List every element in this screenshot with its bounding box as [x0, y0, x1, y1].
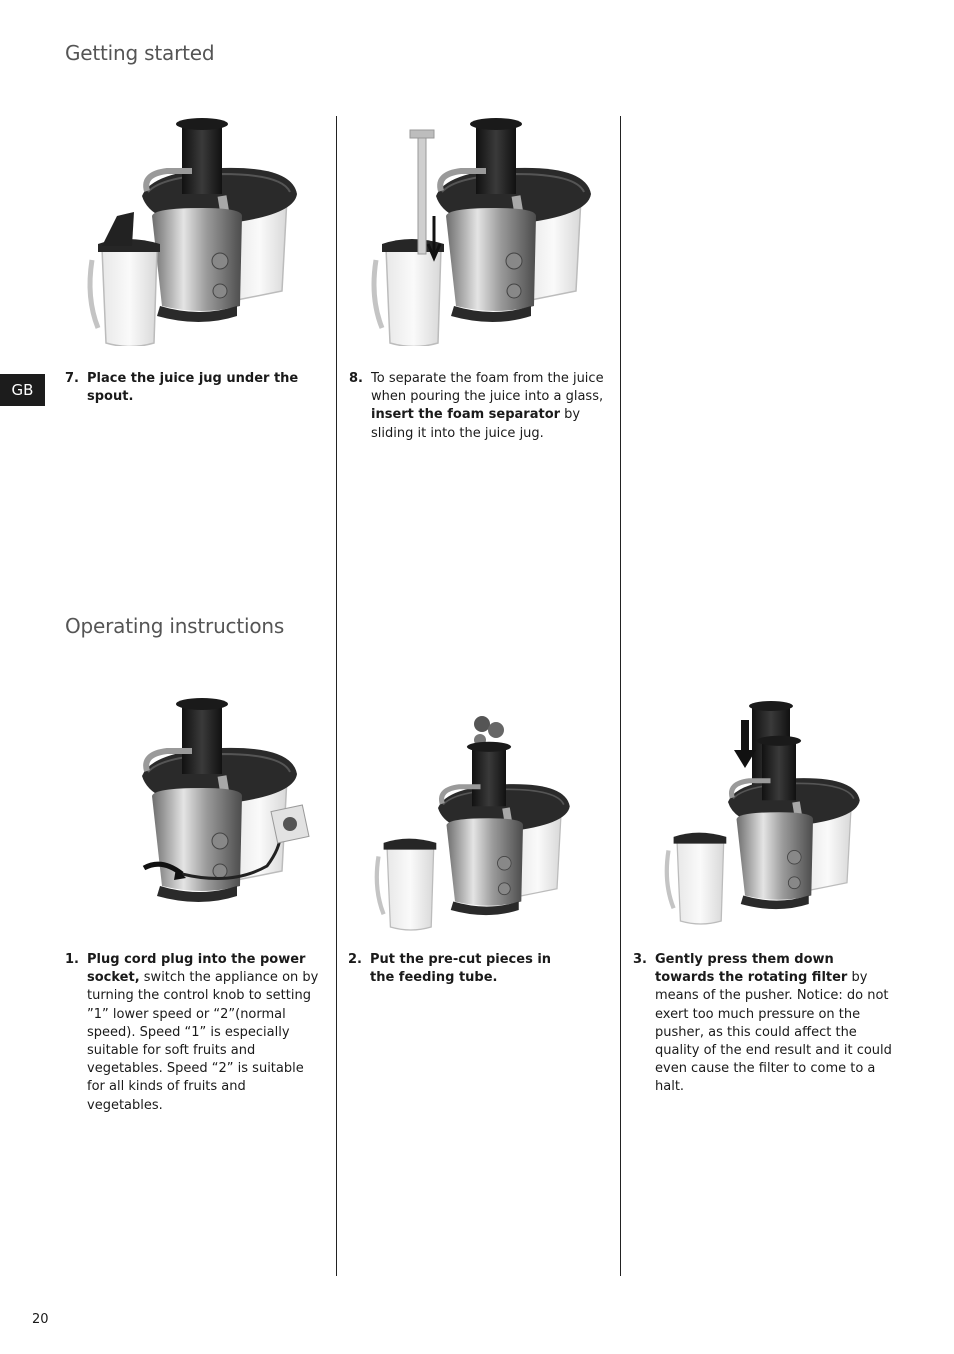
- step-bold-text: Plug cord plug into the power socket,: [87, 952, 306, 986]
- juicer-with-jug-illustration: [82, 116, 312, 346]
- step-2: [348, 951, 570, 987]
- step-text: To separate the foam from the juice when pouring the juice into a glass,: [371, 371, 604, 405]
- step-text: by means of the pusher. Notice: do not exert too much pressure on the pusher, as this could affect the quality of the end result and it could even cause the filter to come to a halt.: [655, 970, 892, 1095]
- step-number: 2.: [348, 952, 362, 967]
- step-7: [65, 370, 330, 406]
- step-number: 1.: [65, 952, 79, 967]
- press-pusher-illustration: [660, 700, 890, 930]
- step-bold-text: insert the foam separator: [371, 407, 561, 423]
- column-divider-left: [336, 116, 337, 1276]
- step-text: by sliding it into the juice jug.: [371, 407, 581, 441]
- step-3: [633, 951, 895, 1097]
- column-divider-right: [620, 116, 621, 1276]
- step-number: 7.: [65, 371, 79, 386]
- step-1: [65, 951, 321, 1115]
- step-number: 3.: [633, 952, 647, 967]
- step-bold-text: Gently press them down towards the rotating filter: [655, 952, 848, 986]
- language-tab: GB: [0, 374, 45, 406]
- insert-pieces-illustration: [370, 706, 600, 936]
- getting-started-heading: Getting started: [65, 41, 215, 65]
- step-number: 8.: [349, 371, 363, 386]
- step-bold-text: Put the pre-cut pieces in the feeding tube.: [370, 952, 552, 986]
- step-text: switch the appliance on by turning the control knob to setting ”1” lower speed or “2”(normal speed). Speed “1” is especially suitable for soft fruits and vegetables. Speed “2” is suitable for all kinds of fruits and vegetables.: [87, 970, 319, 1113]
- operating-instructions-heading: Operating instructions: [65, 614, 285, 638]
- plug-in-illustration: [82, 696, 322, 926]
- page-number: 20: [32, 1312, 49, 1327]
- step-bold-text: Place the juice jug under the spout.: [87, 371, 299, 405]
- step-8: [349, 370, 607, 443]
- foam-separator-illustration: [366, 116, 596, 346]
